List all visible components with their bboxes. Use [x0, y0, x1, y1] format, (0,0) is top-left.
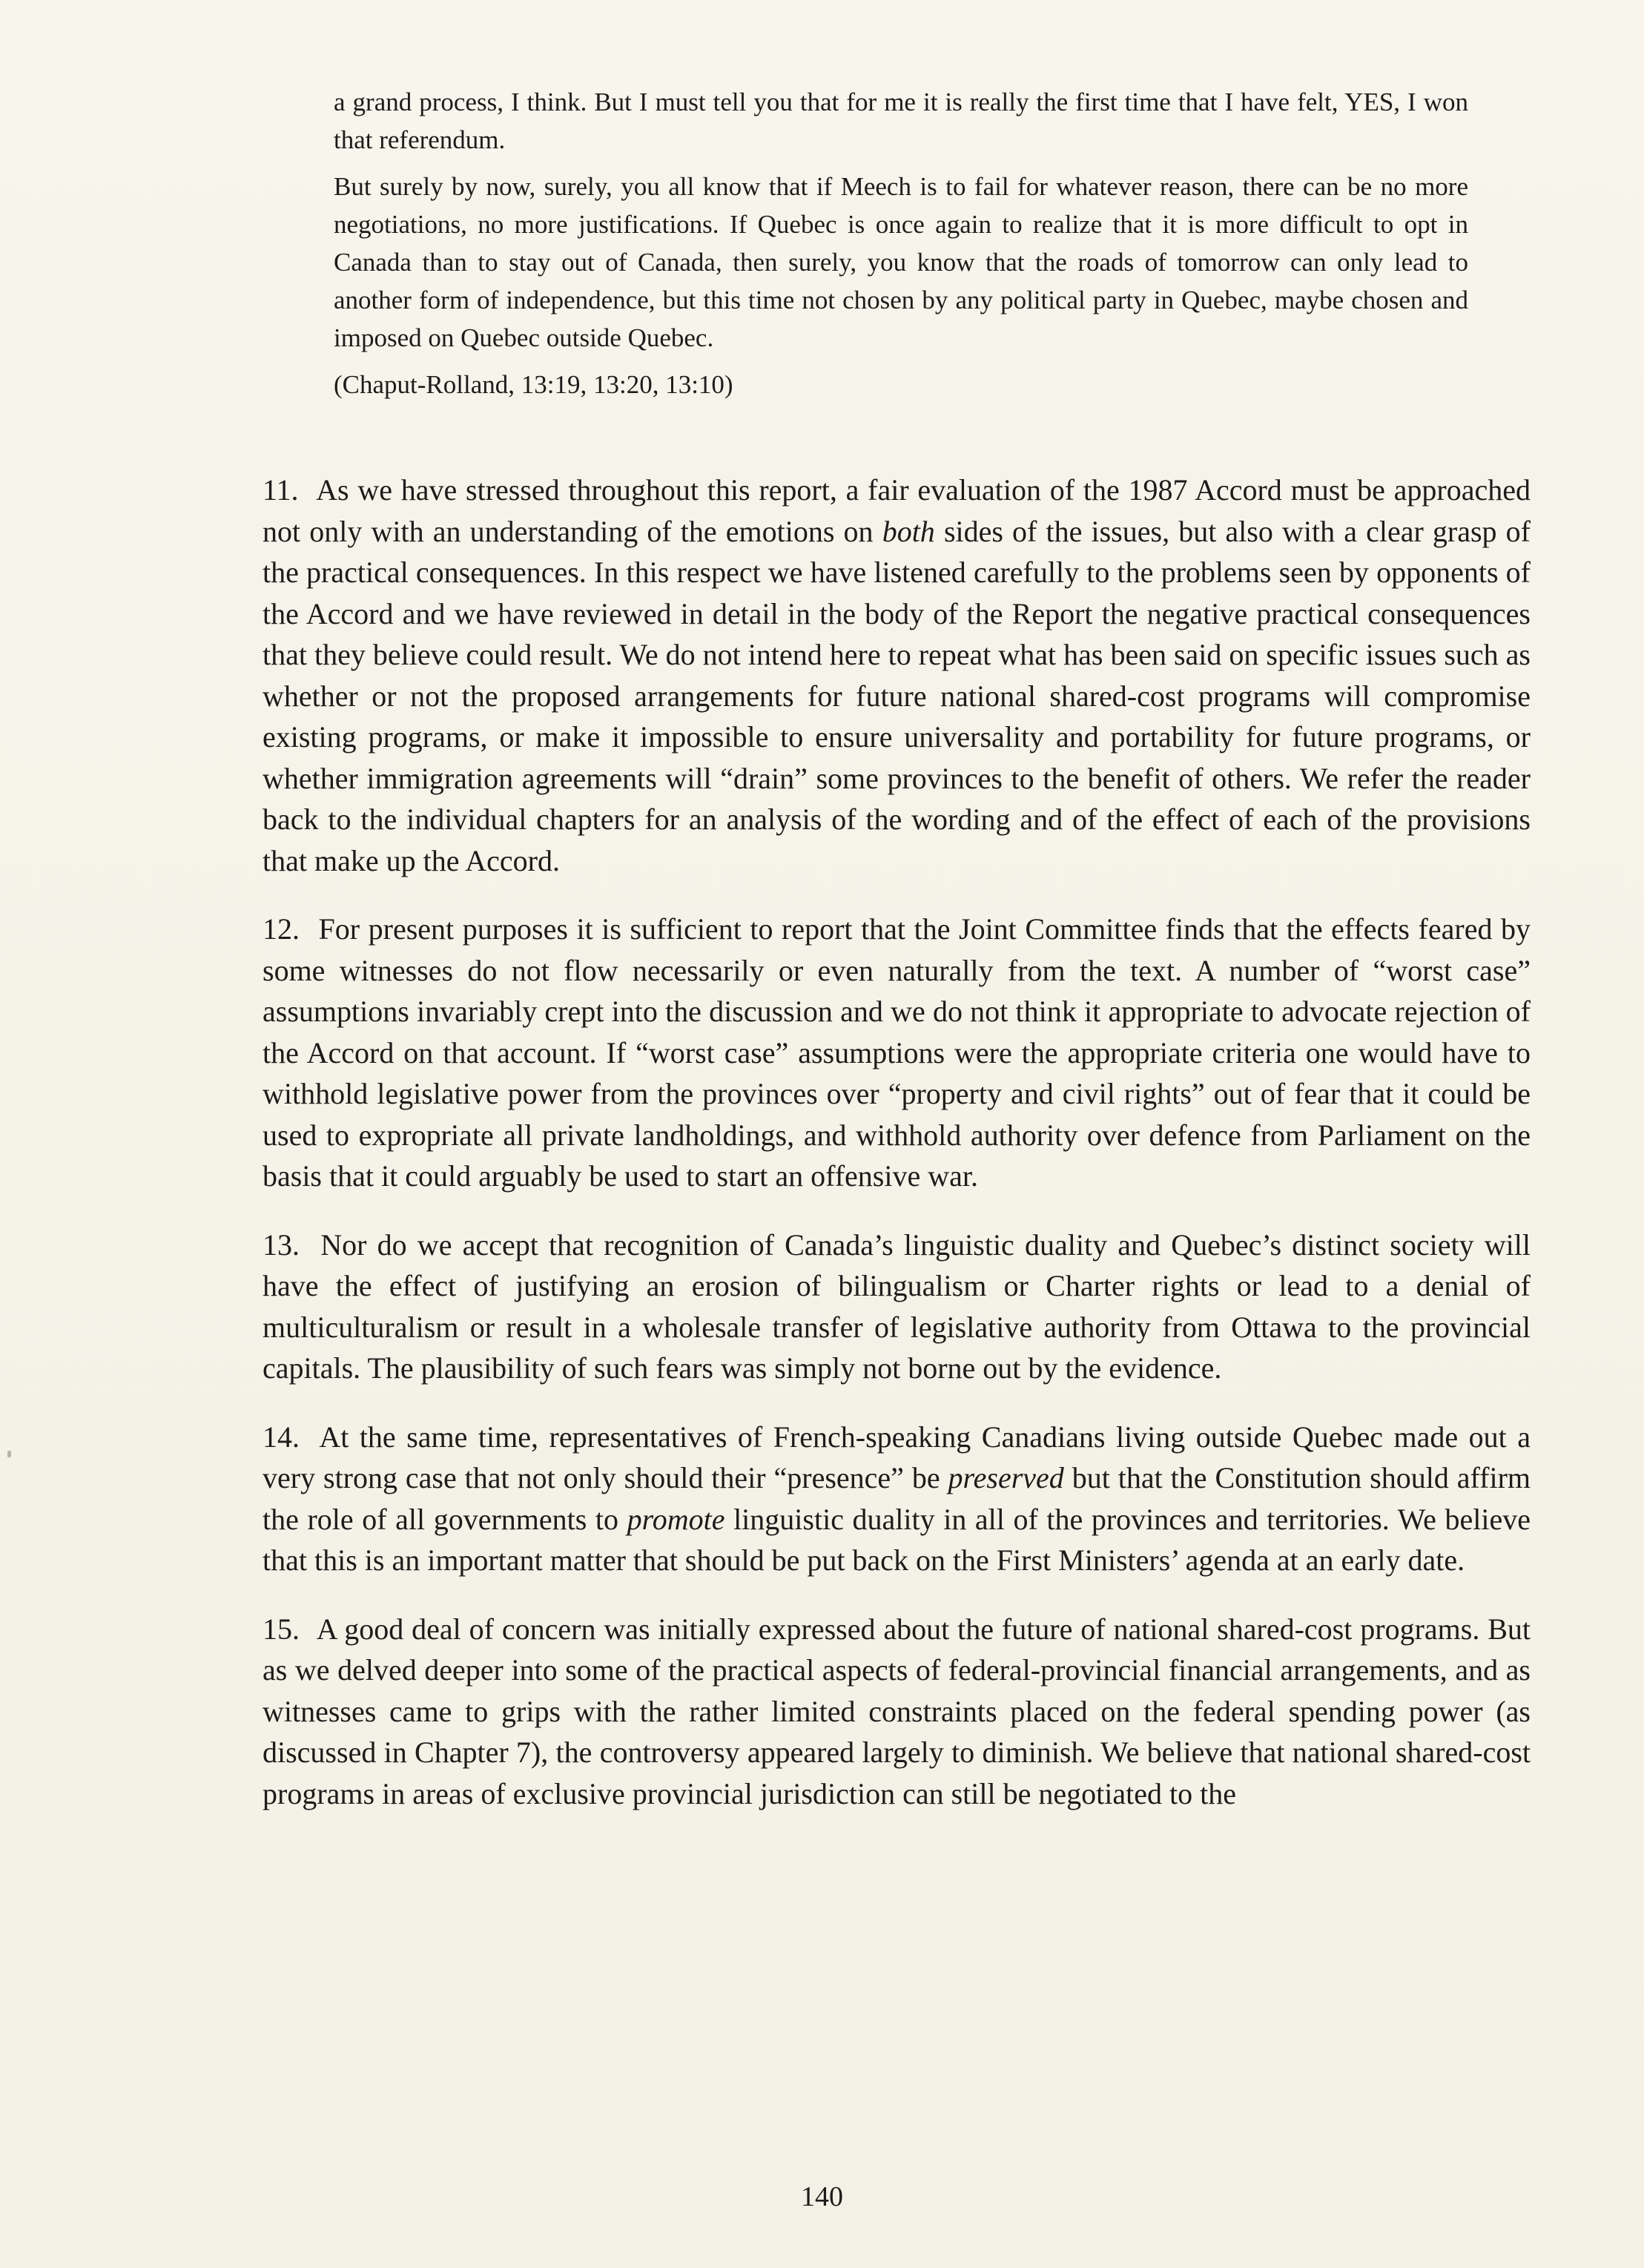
paragraph-number: 12.	[263, 912, 300, 946]
quote-citation: (Chaput-Rolland, 13:19, 13:20, 13:10)	[334, 370, 733, 399]
paragraph-text: Nor do we accept that recognition of Canada’s linguistic duality and Quebec’s distinct society will have the effect of justifying an erosion of bilingualism or Charter rights or lead to a denial of multiculturalism or result in a wholesale transfer of legislative authority from Ottawa to the provincial capitals. The plausibility of such fears was simply not borne out by the evidence.	[263, 1227, 1531, 1385]
paragraph-number: 11.	[263, 473, 299, 507]
paragraph-11	[263, 469, 1531, 881]
paragraph-text: sides of the issues, but also with a clear grasp of the practical consequences. In this respect we have listened carefully to the problems seen by opponents of the Accord and we have reviewed in detail in the body of the Report the negative practical consequences that they believe could result. We do not intend here to repeat what has been said on specific issues such as whether or not the proposed arrangements for future national shared-cost programs will compromise existing programs, or make it impossible to ensure universality and portability for future programs, or whether immigration agreements will “drain” some provinces to the benefit of others. We refer the reader back to the individual chapters for an analysis of the wording and of the effect of each of the provisions that make up the Accord.	[263, 514, 1531, 877]
page-number: 140	[801, 2181, 843, 2212]
paragraph-text: linguistic duality in all of the provinces and territories. We believe that this is an important matter that should be put back on the First Ministers’ agenda at an early date.	[263, 1502, 1531, 1577]
body-text	[263, 469, 1531, 1842]
paragraph-text: For present purposes it is sufficient to report that the Joint Committee finds that the effects feared by some witnesses do not flow necessarily or even naturally from the text. A number of “worst case” assumptions invariably crept into the discussion and we do not think it appropriate to advocate rejection of the Accord on that account. If “worst case” assumptions were the appropriate criteria one would have to withhold legislative power from the provinces over “property and civil rights” out of fear that it could be used to expropriate all private landholdings, and withhold authority over defence from Parliament on the basis that it could arguably be used to start an offensive war.	[263, 912, 1531, 1193]
paragraph-text: As we have stressed throughout this report, a fair evaluation of the 1987 Accord must be approached not only with an understanding of the emotions on	[263, 473, 1531, 548]
paragraph-14	[263, 1417, 1531, 1581]
paragraph-text: but that the Constitution should affirm the role of all governments to	[263, 1461, 1531, 1536]
paragraph-number: 14.	[263, 1420, 300, 1454]
paragraph-number: 13.	[263, 1227, 300, 1262]
paragraph-13	[263, 1224, 1531, 1389]
paragraph-15	[263, 1609, 1531, 1815]
quote-paragraph-2: But surely by now, surely, you all know that if Meech is to fail for whatever reason, there can be no more negotiations, no more justifications. If Quebec is once again to realize that it is more difficult to opt in Canada than to stay out of Canada, then surely, you know that the roads of tomorrow can only lead to another form of independence, but this time not chosen by any political party in Quebec, maybe chosen and imposed on Quebec outside Quebec.	[334, 172, 1468, 352]
quote-paragraph-1: a grand process, I think. But I must tell you that for me it is really the first time that I have felt, YES, I won that referendum.	[334, 88, 1468, 154]
block-quotation	[334, 83, 1468, 403]
emphasis-text: both	[882, 514, 935, 548]
scan-speck	[7, 1451, 11, 1457]
paragraph-number: 15.	[263, 1612, 300, 1646]
paragraph-text: At the same time, representatives of French-speaking Canadians living outside Quebec made out a very strong case that not only should their “presence” be	[263, 1420, 1531, 1494]
paragraph-12	[263, 909, 1531, 1197]
emphasis-text: promote	[627, 1502, 725, 1536]
emphasis-text: preserved	[948, 1461, 1064, 1494]
paragraph-text: A good deal of concern was initially expressed about the future of national shared-cost programs. But as we delved deeper into some of the practical aspects of federal-provincial financial arrangements, and as witnesses came to grips with the rather limited constraints placed on the federal spending power (as discussed in Chapter 7), the controversy appeared largely to diminish. We believe that national shared-cost programs in areas of exclusive provincial jurisdiction can still be negotiated to the	[263, 1612, 1531, 1810]
